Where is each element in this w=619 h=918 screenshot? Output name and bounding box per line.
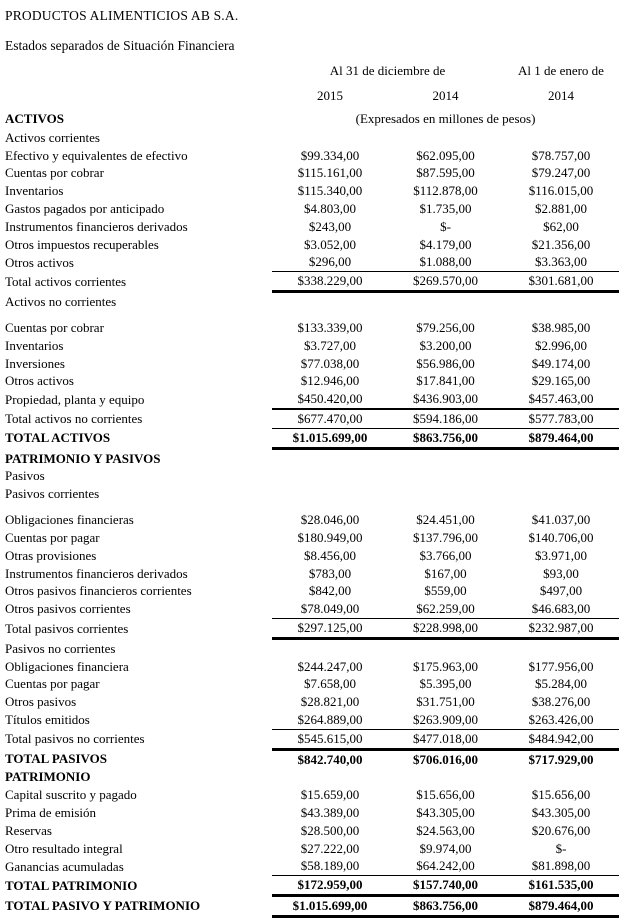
- row-label: Activos no corrientes: [5, 294, 117, 310]
- cell-value: $269.570,00: [388, 272, 503, 292]
- row-label: Pasivos: [5, 468, 45, 484]
- row-label: Cuentas por cobrar: [5, 320, 104, 336]
- cell-value: $38.985,00: [531, 320, 591, 336]
- table-row: [0, 390, 619, 409]
- table-row: [0, 583, 619, 601]
- cell-value: $41.037,00: [531, 512, 591, 528]
- cell-value: $3.766,00: [419, 547, 472, 563]
- cell-value: $677.470,00: [272, 409, 388, 428]
- cell-value: $81.898,00: [503, 857, 619, 875]
- cell-value: $5.395,00: [419, 676, 472, 692]
- cell-value: $9.974,00: [419, 840, 472, 856]
- row-label: TOTAL PASIVO Y PATRIMONIO: [5, 897, 201, 913]
- table-row: [0, 165, 619, 183]
- cell-value: $1.015.699,00: [272, 896, 388, 917]
- cell-value: $43.305,00: [416, 804, 475, 820]
- table-row: [0, 373, 619, 391]
- cell-value: $1.015.699,00: [272, 428, 388, 448]
- cell-value: $338.229,00: [272, 272, 388, 292]
- cell-value: $-: [440, 218, 451, 234]
- cell-value: $296,00: [272, 254, 388, 272]
- cell-value: $58.189,00: [272, 857, 388, 875]
- table-row: [0, 428, 619, 448]
- cell-value: $263.909,00: [388, 711, 503, 729]
- table-row: [0, 711, 619, 729]
- units-note: (Expresados en millones de pesos): [355, 110, 536, 126]
- section-row: [0, 638, 619, 657]
- cell-value: $46.683,00: [503, 600, 619, 618]
- row-label: Total pasivos no corrientes: [5, 731, 145, 747]
- cell-value: $49.174,00: [531, 355, 591, 371]
- cell-value: $137.796,00: [413, 530, 478, 546]
- cell-value: $24.451,00: [416, 512, 475, 528]
- row-label: Inversiones: [5, 355, 65, 371]
- cell-value: $79.247,00: [531, 165, 591, 181]
- table-row: [0, 254, 619, 272]
- row-label: Otros pasivos corrientes: [5, 601, 131, 617]
- cell-value: $21.356,00: [531, 236, 591, 252]
- table-row: [0, 547, 619, 565]
- cell-value: $879.464,00: [503, 428, 619, 448]
- cell-value: $497,00: [539, 583, 583, 599]
- cell-value: $3.200,00: [419, 337, 472, 353]
- table-row: [0, 786, 619, 804]
- table-row: [0, 749, 619, 768]
- row-label: Otros pasivos financieros corrientes: [5, 583, 192, 599]
- table-row: [0, 896, 619, 917]
- row-label: PATRIMONIO: [5, 769, 91, 785]
- row-label: Prima de emisión: [5, 804, 96, 820]
- cell-value: $172.959,00: [272, 876, 388, 896]
- cell-value: $244.247,00: [297, 658, 363, 674]
- cell-value: $3.971,00: [535, 547, 588, 563]
- column-group-header: Al 31 de diciembre de: [329, 62, 446, 78]
- row-label: Otros activos: [5, 254, 74, 270]
- cell-value: $457.463,00: [503, 390, 619, 409]
- row-label: Otro resultado integral: [5, 840, 123, 856]
- cell-value: $180.949,00: [297, 530, 363, 546]
- cell-value: $-: [555, 840, 567, 856]
- company-name: PRODUCTOS ALIMENTICIOS AB S.A.: [5, 8, 239, 23]
- cell-value: $175.963,00: [413, 658, 478, 674]
- header-spacer-cell: [0, 83, 272, 108]
- cell-value: $243,00: [308, 218, 352, 234]
- cell-value: $31.751,00: [416, 694, 475, 710]
- cell-value: $879.464,00: [503, 896, 619, 917]
- row-label: Títulos emitidos: [5, 712, 90, 728]
- cell-value: $228.998,00: [388, 619, 503, 639]
- cell-value: $140.706,00: [528, 530, 594, 546]
- cell-value: $161.535,00: [503, 876, 619, 896]
- table-row: [0, 337, 619, 355]
- cell-value: $78.757,00: [531, 147, 591, 163]
- table-row: [0, 565, 619, 583]
- cell-value: $863.756,00: [388, 428, 503, 448]
- row-label: Pasivos no corrientes: [5, 640, 116, 656]
- row-label: Otros pasivos: [5, 694, 77, 710]
- row-label: Cuentas por pagar: [5, 530, 100, 546]
- cell-value: $116.015,00: [528, 183, 594, 199]
- cell-value: $3.727,00: [304, 337, 356, 353]
- year-column-2015: 2015: [317, 87, 343, 103]
- cell-value: $115.161,00: [297, 165, 363, 181]
- row-label: Cuentas por cobrar: [5, 165, 104, 181]
- activos-header-row: [0, 108, 619, 129]
- section-row: [0, 292, 619, 320]
- activos-heading: ACTIVOS: [5, 110, 64, 126]
- row-label: TOTAL ACTIVOS: [5, 430, 111, 446]
- cell-value: $2.996,00: [535, 337, 588, 353]
- cell-value: $12.946,00: [300, 373, 360, 389]
- row-label: Total pasivos corrientes: [5, 620, 129, 636]
- year-column-2014-dic: 2014: [432, 87, 459, 103]
- cell-value: $43.389,00: [300, 804, 360, 820]
- cell-value: $157.740,00: [388, 876, 503, 896]
- cell-value: $577.783,00: [503, 409, 619, 428]
- cell-value: $842.740,00: [297, 751, 363, 767]
- table-row: [0, 729, 619, 749]
- table-row: [0, 658, 619, 676]
- row-label: TOTAL PATRIMONIO: [5, 877, 138, 893]
- row-label: Inventarios: [5, 183, 64, 199]
- cell-value: $4.803,00: [304, 201, 356, 217]
- row-label: Otros activos: [5, 373, 74, 389]
- cell-value: $177.956,00: [528, 658, 594, 674]
- cell-value: $842,00: [308, 583, 352, 599]
- table-row: [0, 876, 619, 896]
- row-label: TOTAL PASIVOS: [5, 750, 107, 766]
- row-label: Pasivos corrientes: [5, 486, 100, 502]
- table-row: [0, 218, 619, 236]
- cell-value: $43.305,00: [531, 804, 591, 820]
- financial-table: [0, 58, 619, 918]
- cell-value: $79.256,00: [416, 320, 475, 336]
- table-row: [0, 147, 619, 165]
- row-label: Instrumentos financieros derivados: [5, 565, 188, 581]
- cell-value: $232.987,00: [503, 619, 619, 639]
- cell-value: $3.052,00: [304, 236, 356, 252]
- section-row: [0, 448, 619, 467]
- table-row: [0, 600, 619, 618]
- cell-value: $62.259,00: [388, 600, 503, 618]
- cell-value: $5.284,00: [535, 676, 588, 692]
- row-label: Cuentas por pagar: [5, 676, 100, 692]
- cell-value: $301.681,00: [503, 272, 619, 292]
- row-label: Activos corrientes: [5, 129, 100, 145]
- cell-value: $27.222,00: [300, 840, 360, 856]
- cell-value: $263.426,00: [503, 711, 619, 729]
- row-label: Inventarios: [5, 337, 64, 353]
- cell-value: $1.088,00: [388, 254, 503, 272]
- cell-value: $1.735,00: [419, 201, 472, 217]
- cell-value: $717.929,00: [528, 751, 594, 767]
- table-row: [0, 511, 619, 529]
- cell-value: $15.656,00: [416, 787, 475, 803]
- column-header-row: [0, 58, 619, 83]
- cell-value: $28.821,00: [300, 694, 360, 710]
- row-label: Capital suscrito y pagado: [5, 787, 137, 803]
- row-label: Obligaciones financiera: [5, 658, 129, 674]
- column-single-header: Al 1 de enero de: [518, 62, 604, 78]
- cell-value: $112.878,00: [413, 183, 478, 199]
- cell-value: $594.186,00: [388, 409, 503, 428]
- cell-value: $4.179,00: [419, 236, 472, 252]
- cell-value: $78.049,00: [272, 600, 388, 618]
- cell-value: $93,00: [543, 565, 579, 581]
- cell-value: $99.334,00: [300, 147, 360, 163]
- cell-value: $477.018,00: [388, 729, 503, 749]
- cell-value: $15.656,00: [531, 787, 591, 803]
- cell-value: $28.500,00: [300, 822, 360, 838]
- cell-value: $87.595,00: [416, 165, 475, 181]
- cell-value: $62.095,00: [416, 147, 475, 163]
- cell-value: $3.363,00: [503, 254, 619, 272]
- cell-value: $20.676,00: [531, 822, 591, 838]
- cell-value: $783,00: [308, 565, 352, 581]
- statement-title: Estados separados de Situación Financiera: [5, 38, 235, 53]
- table-row: [0, 236, 619, 254]
- cell-value: $7.658,00: [304, 676, 356, 692]
- cell-value: $167,00: [424, 565, 467, 581]
- table-row: [0, 619, 619, 639]
- row-label: PATRIMONIO Y PASIVOS: [5, 450, 161, 466]
- cell-value: $38.276,00: [531, 694, 591, 710]
- table-row: [0, 319, 619, 337]
- cell-value: $297.125,00: [272, 619, 388, 639]
- cell-value: $64.242,00: [388, 857, 503, 875]
- table-row: [0, 840, 619, 858]
- cell-value: $863.756,00: [388, 896, 503, 917]
- table-row: [0, 182, 619, 200]
- cell-value: $56.986,00: [416, 355, 475, 371]
- cell-value: $264.889,00: [272, 711, 388, 729]
- year-column-2014-ene: 2014: [548, 87, 575, 103]
- row-label: Total activos corrientes: [5, 273, 127, 289]
- cell-value: $450.420,00: [272, 390, 388, 409]
- table-row: [0, 857, 619, 875]
- section-row: [0, 468, 619, 486]
- cell-value: $436.903,00: [388, 390, 503, 409]
- year-header-row: [0, 83, 619, 108]
- row-label: Otros impuestos recuperables: [5, 236, 159, 252]
- table-row: [0, 804, 619, 822]
- cell-value: $2.881,00: [535, 201, 588, 217]
- row-label: Instrumentos financieros derivados: [5, 218, 188, 234]
- row-label: Otras provisiones: [5, 547, 97, 563]
- row-label: Obligaciones financieras: [5, 512, 134, 528]
- row-label: Efectivo y equivalentes de efectivo: [5, 147, 188, 163]
- statement-rows: [0, 129, 619, 916]
- row-label: Total activos no corrientes: [5, 410, 143, 426]
- table-row: [0, 693, 619, 711]
- table-row: [0, 676, 619, 694]
- cell-value: $24.563,00: [416, 822, 475, 838]
- cell-value: $17.841,00: [416, 373, 475, 389]
- header-spacer-cell: [0, 58, 272, 83]
- cell-value: $8.456,00: [304, 547, 356, 563]
- table-row: [0, 200, 619, 218]
- table-row: [0, 409, 619, 428]
- cell-value: $15.659,00: [300, 787, 360, 803]
- table-row: [0, 822, 619, 840]
- cell-value: $29.165,00: [531, 373, 591, 389]
- cell-value: $28.046,00: [300, 512, 360, 528]
- table-row: [0, 529, 619, 547]
- row-label: Propiedad, planta y equipo: [5, 391, 145, 407]
- table-row: [0, 355, 619, 373]
- cell-value: $559,00: [424, 583, 467, 599]
- cell-value: $115.340,00: [297, 183, 363, 199]
- table-row: [0, 272, 619, 292]
- row-label: Gastos pagados por anticipado: [5, 201, 165, 217]
- section-row: [0, 769, 619, 787]
- row-label: Reservas: [5, 822, 52, 838]
- cell-value: $62,00: [543, 218, 579, 234]
- cell-value: $133.339,00: [297, 320, 363, 336]
- cell-value: $545.615,00: [272, 729, 388, 749]
- cell-value: $77.038,00: [300, 355, 360, 371]
- section-row: [0, 485, 619, 511]
- cell-value: $484.942,00: [503, 729, 619, 749]
- row-label: Ganancias acumuladas: [5, 858, 124, 874]
- cell-value: $706.016,00: [413, 751, 478, 767]
- section-row: [0, 129, 619, 147]
